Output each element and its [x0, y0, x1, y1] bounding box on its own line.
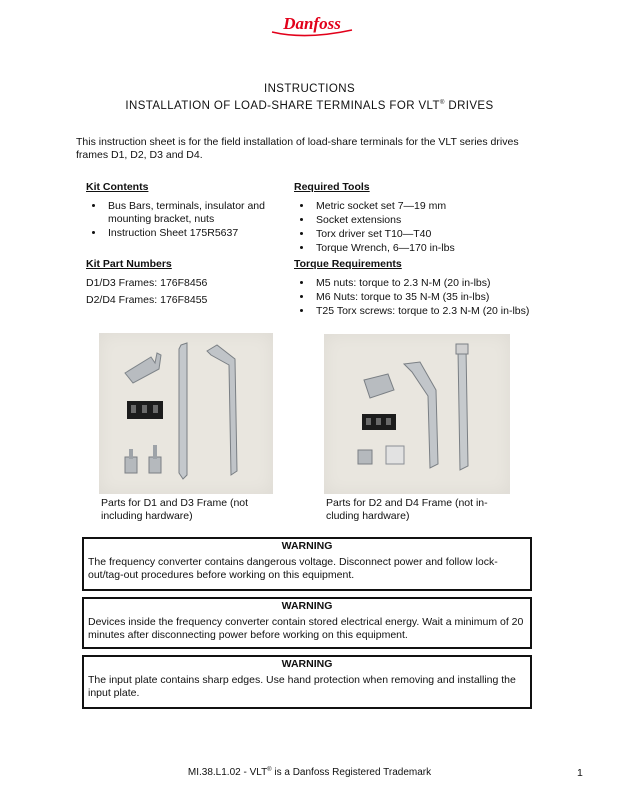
torque-requirements-item: • T25 Torx screws: torque to 2.3 N-M (20 in-lbs) — [313, 305, 544, 318]
required-tools-heading: Required Tools — [294, 181, 370, 193]
warning-text: Devices inside the frequency converter contain stored electrical energy. Wait a minimum of 20 minutes after disconnecting power before working on this equipment. — [88, 616, 524, 641]
kit-contents-item: • Bus Bars, terminals, insulator and mounting bracket, nuts — [105, 200, 281, 226]
warning-box — [82, 597, 532, 649]
kit-contents-item: • Instruction Sheet 175R5637 — [105, 227, 281, 240]
page-number: 1 — [577, 767, 583, 779]
intro-paragraph: This instruction sheet is for the field installation of load-share terminals for the VLT series drives frames D1, D2, D3 and D4. — [76, 136, 519, 161]
warning-box — [82, 655, 532, 709]
required-tools-section — [294, 181, 534, 256]
torque-requirements-heading: Torque Requirements — [294, 258, 402, 270]
photo-caption: Parts for D1 and D3 Frame (not including hardware) — [101, 497, 249, 522]
torque-requirements-section — [294, 258, 544, 319]
required-tools-item: • Torx driver set T10—T40 — [313, 228, 534, 241]
kit-part-number-line: D1/D3 Frames: 176F8456 — [86, 277, 208, 289]
warning-text: The input plate contains sharp edges. Use hand protection when removing and installing the input plate. — [88, 674, 516, 699]
torque-requirements-item: • M6 Nuts: torque to 35 N-M (35 in-lbs) — [313, 291, 544, 304]
kit-part-number-line: D2/D4 Frames: 176F8455 — [86, 294, 208, 306]
photo-caption: Parts for D2 and D4 Frame (not in-cluding hardware) — [326, 497, 488, 522]
warning-title: WARNING — [281, 658, 333, 670]
warning-text: The frequency converter contains dangerous voltage. Disconnect power and follow lock-out/tag-out procedures before working on this equipment. — [88, 556, 498, 581]
warning-title: WARNING — [281, 600, 333, 612]
required-tools-item: • Metric socket set 7—19 mm — [313, 200, 534, 213]
footer-text: MI.38.L1.02 - VLT® is a Danfoss Registered Trademark — [187, 767, 432, 778]
kit-contents-section — [86, 181, 281, 241]
required-tools-item: • Torque Wrench, 6—170 in-lbs — [313, 242, 534, 255]
d1-d3-parts-photo — [99, 333, 273, 494]
torque-requirements-item: • M5 nuts: torque to 2.3 N-M (20 in-lbs) — [313, 277, 544, 290]
title-line-1: INSTRUCTIONS — [263, 83, 356, 95]
kit-part-numbers-heading: Kit Part Numbers — [86, 258, 172, 270]
danfoss-logo — [266, 13, 358, 39]
warning-box — [82, 537, 532, 591]
title-line-2: INSTALLATION OF LOAD-SHARE TERMINALS FOR VLT® DRIVES — [125, 100, 494, 112]
kit-contents-heading: Kit Contents — [86, 181, 149, 193]
d2-d4-parts-photo — [324, 334, 510, 494]
kit-part-numbers-section — [86, 258, 281, 307]
svg-text:Danfoss: Danfoss — [283, 14, 341, 33]
warning-title: WARNING — [281, 540, 333, 552]
required-tools-item: • Socket extensions — [313, 214, 534, 227]
